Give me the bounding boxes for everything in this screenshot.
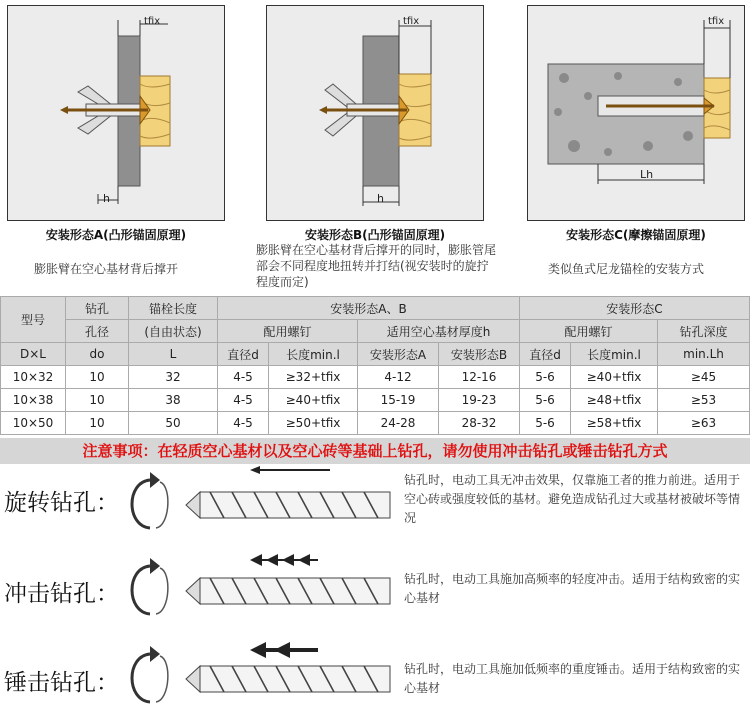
cell: ≥32+tfix <box>269 366 358 389</box>
method-desc-hammer: 钻孔时，电动工具施加低频率的重度锤击。适用于结构致密的实心基材 <box>404 662 741 695</box>
caption-b: 安装形态B(凸形锚固原理) <box>304 228 446 242</box>
cell: 5-6 <box>520 389 571 412</box>
unit-form-a: 安装形态A <box>358 343 439 366</box>
cell: ≥63 <box>658 412 750 435</box>
h-label: h <box>103 192 110 205</box>
cell: ≥48+tfix <box>571 389 658 412</box>
header-hole: 钻孔 <box>66 297 129 320</box>
cell: 50 <box>129 412 218 435</box>
header-screw-c: 配用螺钉 <box>520 320 658 343</box>
cell: 4-5 <box>218 412 269 435</box>
anchor-diagram-c <box>528 6 744 220</box>
method-label-impact: 冲击钻孔： <box>4 581 119 607</box>
table-header-row <box>1 320 750 343</box>
unit-dl: D×L <box>1 343 66 366</box>
cell: 10 <box>66 366 129 389</box>
method-label-hammer: 锤击钻孔： <box>4 670 119 696</box>
rotation-arrow-icon <box>132 558 168 614</box>
unit-min-lh: min.Lh <box>658 343 750 366</box>
tfix-label: tfix <box>708 16 725 27</box>
method-label-rotary: 旋转钻孔： <box>4 490 119 516</box>
cell: 15-19 <box>358 389 439 412</box>
table-row <box>1 389 750 412</box>
diagram-panel-c <box>527 5 745 221</box>
cell: 10×38 <box>1 389 66 412</box>
header-screw-ab: 配用螺钉 <box>218 320 358 343</box>
cell: 10×50 <box>1 412 66 435</box>
header-model: 型号 <box>1 297 66 343</box>
cell: 10 <box>66 412 129 435</box>
anchor-diagram-b <box>267 6 483 220</box>
table-unit-row <box>1 343 750 366</box>
cell: 32 <box>129 366 218 389</box>
diagram-panel-a <box>7 5 225 221</box>
diagram-panel-b <box>266 5 484 221</box>
table-header-row <box>1 297 750 320</box>
drill-bit-icon <box>186 578 390 604</box>
rotation-arrow-icon <box>132 472 168 528</box>
cell: 38 <box>129 389 218 412</box>
cell: ≥40+tfix <box>269 389 358 412</box>
tfix-label: tfix <box>144 16 161 27</box>
unit-l: L <box>129 343 218 366</box>
unit-diameter: 直径d <box>218 343 269 366</box>
desc-c: 类似鱼式尼龙锚栓的安装方式 <box>548 262 705 276</box>
unit-length-min-c: 长度min.l <box>571 343 658 366</box>
anchor-diagram-a <box>8 6 224 220</box>
cell: 28-32 <box>439 412 520 435</box>
cell: 5-6 <box>520 366 571 389</box>
cell: 5-6 <box>520 412 571 435</box>
unit-do: do <box>66 343 129 366</box>
header-length-2: (自由状态) <box>129 320 218 343</box>
cell: 4-5 <box>218 389 269 412</box>
cell: ≥50+tfix <box>269 412 358 435</box>
desc-a: 膨胀臂在空心基材背后撑开 <box>34 262 179 276</box>
tfix-label: tfix <box>403 16 420 27</box>
cell: ≥53 <box>658 389 750 412</box>
method-desc-impact: 钻孔时，电动工具施加高频率的轻度冲击。适用于结构致密的实心基材 <box>404 572 741 605</box>
caption-a: 安装形态A(凸形锚固原理) <box>45 228 187 242</box>
drill-illustrations <box>0 466 400 716</box>
cell: 10 <box>66 389 129 412</box>
drill-bit-icon <box>186 492 390 518</box>
rotation-arrow-icon <box>132 646 168 702</box>
header-install-ab: 安装形态A、B <box>218 297 520 320</box>
hammer-arrows-icon <box>250 642 318 658</box>
cell: 24-28 <box>358 412 439 435</box>
cell: ≥58+tfix <box>571 412 658 435</box>
push-arrow-icon <box>250 466 330 474</box>
table-row <box>1 412 750 435</box>
cell: ≥45 <box>658 366 750 389</box>
cell: ≥40+tfix <box>571 366 658 389</box>
header-hole-2: 孔径 <box>66 320 129 343</box>
lh-label: Lh <box>640 168 654 181</box>
unit-length-min: 长度min.l <box>269 343 358 366</box>
unit-diameter-c: 直径d <box>520 343 571 366</box>
desc-b: 膨胀臂在空心基材背后撑开的同时，膨胀管尾部会不同程度地扭转并打结(视安装时的旋拧程度而定) <box>256 243 497 289</box>
caption-c: 安装形态C(摩擦锚固原理) <box>566 228 706 242</box>
drill-bit-icon <box>186 666 390 692</box>
cell: 4-5 <box>218 366 269 389</box>
spec-table <box>0 296 750 435</box>
header-length: 锚栓长度 <box>129 297 218 320</box>
h-label: h <box>377 192 384 205</box>
header-install-c: 安装形态C <box>520 297 750 320</box>
cell: 4-12 <box>358 366 439 389</box>
header-thickness: 适用空心基材厚度h <box>358 320 520 343</box>
cell: 10×32 <box>1 366 66 389</box>
cell: 19-23 <box>439 389 520 412</box>
unit-form-b: 安装形态B <box>439 343 520 366</box>
method-desc-rotary: 钻孔时，电动工具无冲击效果，仅靠施工者的推力前进。适用于空心砖或强度较低的基材。避免造成钻孔过大或基材被破坏等情况 <box>404 473 741 525</box>
cell: 12-16 <box>439 366 520 389</box>
table-row <box>1 366 750 389</box>
impact-arrows-icon <box>250 554 318 566</box>
header-depth: 钻孔深度 <box>658 320 750 343</box>
warning-banner: 注意事项：在轻质空心基材以及空心砖等基础上钻孔，请勿使用冲击钻孔或锤击钻孔方式 <box>0 438 750 464</box>
